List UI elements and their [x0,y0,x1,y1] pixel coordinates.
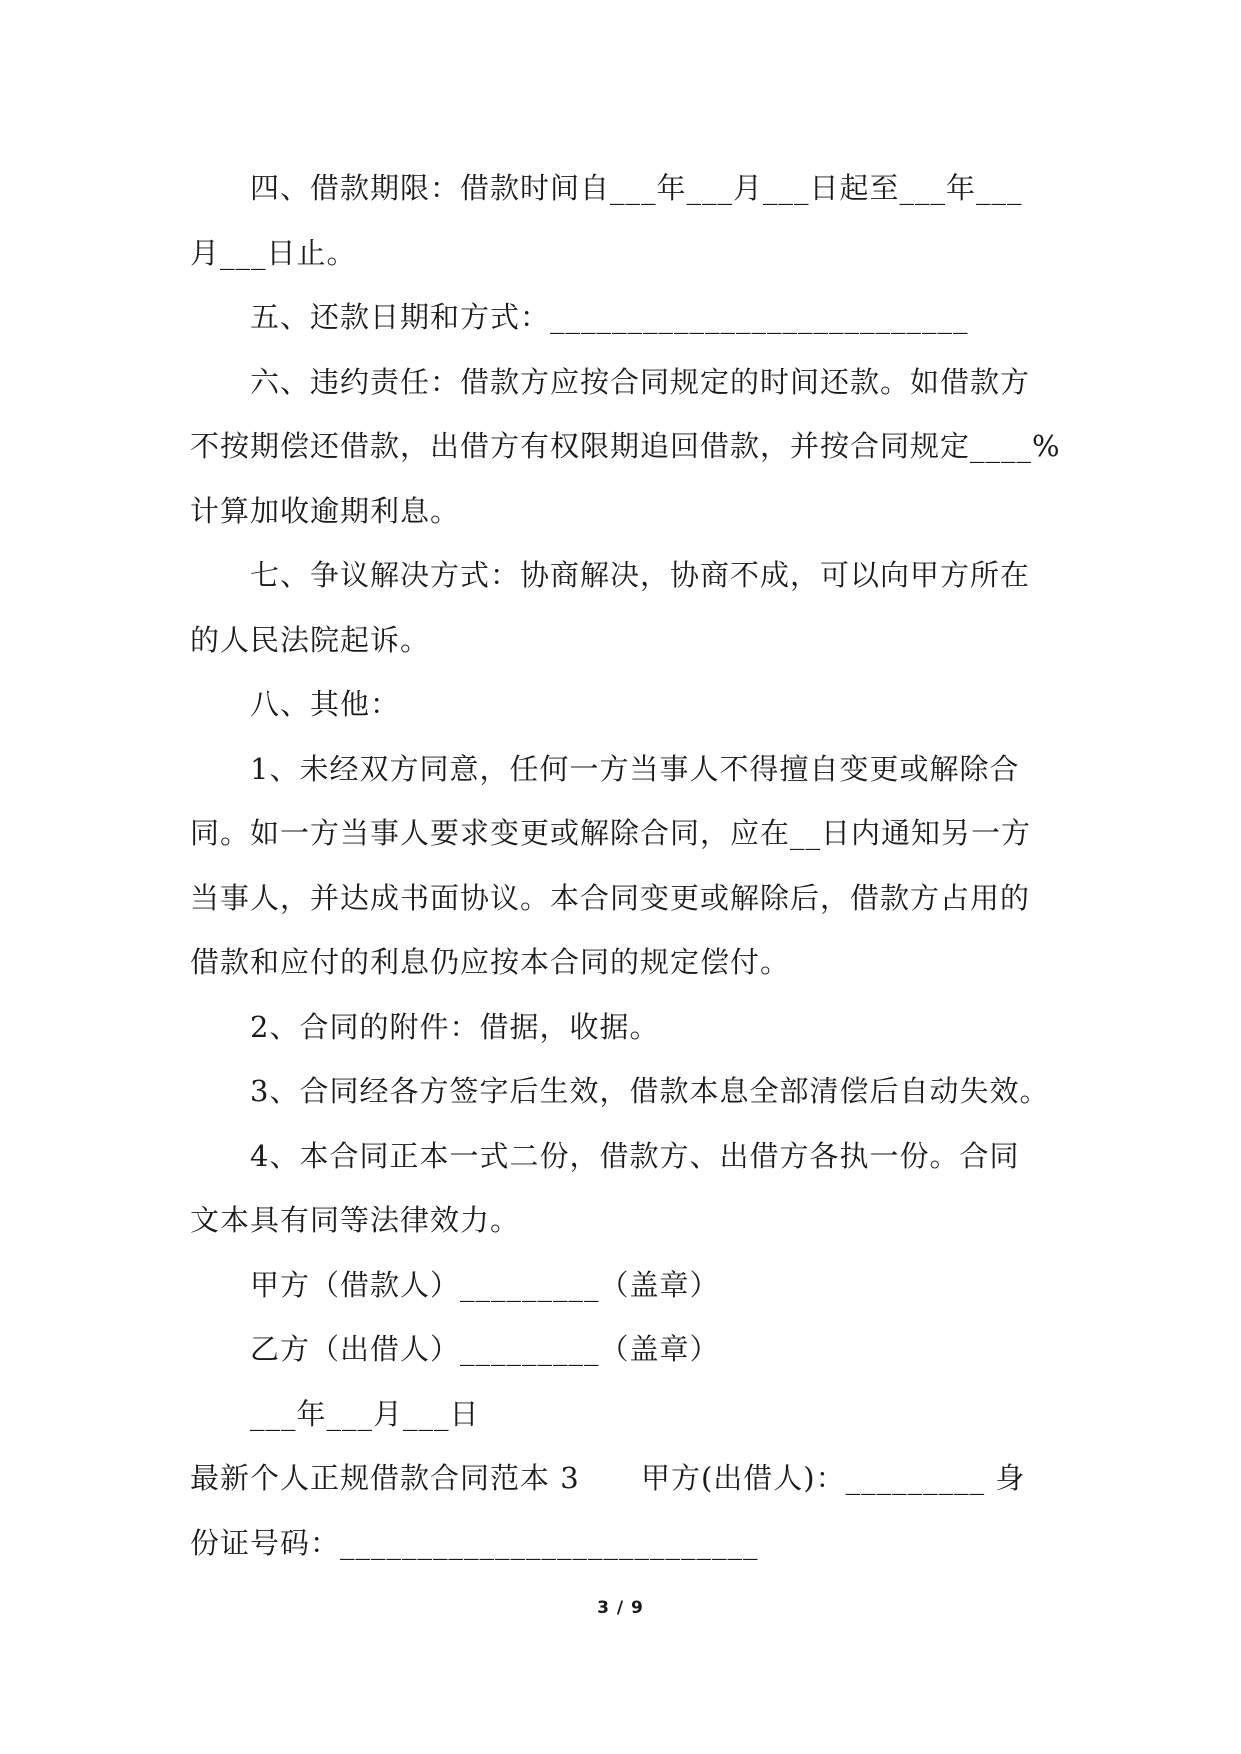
item-4-line-1: 4、本合同正本一式二份，借款方、出借方各执一份。合同 [250,1138,1020,1173]
clause-6-line-2: 不按期偿还借款，出借方有权限期追回借款，并按合同规定____% [190,429,1061,463]
item-1-line-2: 同。如一方当事人要求变更或解除合同，应在__日内通知另一方 [190,816,1032,850]
clause-6-line-1: 六、违约责任：借款方应按合同规定的时间还款。如借款方 [250,364,1031,399]
page-number: 3 / 9 [597,1598,644,1618]
item-1-line-1: 1、未经双方同意，任何一方当事人不得擅自变更或解除合 [250,751,1020,786]
item-2-line: 2、合同的附件：借据，收据。 [250,1009,660,1044]
date-line: ___年___月___日 [250,1396,480,1431]
clause-7-line-2: 的人民法院起诉。 [190,622,431,657]
clause-8-heading: 八、其他： [250,687,401,721]
document-body [190,156,1060,1575]
clause-6-line-3: 计算加收逾期利息。 [190,493,461,528]
clause-4-line-1: 四、借款期限：借款时间自___年___月___日起至___年___ [250,171,1023,205]
next-contract-title-line: 最新个人正规借款合同范本 3 甲方(出借人)：_________ 身 [190,1461,1026,1495]
clause-4-line-2: 月___日止。 [190,235,357,270]
item-1-line-4: 借款和应付的利息仍应按本合同的规定偿付。 [190,945,791,979]
id-number-line: 份证号码：___________________________ [190,1525,759,1560]
party-b-signature-line: 乙方（出借人）_________（盖章） [250,1332,720,1366]
clause-7-line-1: 七、争议解决方式：协商解决，协商不成，可以向甲方所在 [250,558,1031,592]
clause-5-line: 五、还款日期和方式：___________________________ [250,300,969,334]
item-4-line-2: 文本具有同等法律效力。 [190,1203,521,1237]
party-a-signature-line: 甲方（借款人）_________（盖章） [250,1267,720,1302]
item-3-line: 3、合同经各方签字后生效，借款本息全部清偿后自动失效。 [250,1074,1050,1108]
item-1-line-3: 当事人，并达成书面协议。本合同变更或解除后，借款方占用的 [190,880,1031,915]
